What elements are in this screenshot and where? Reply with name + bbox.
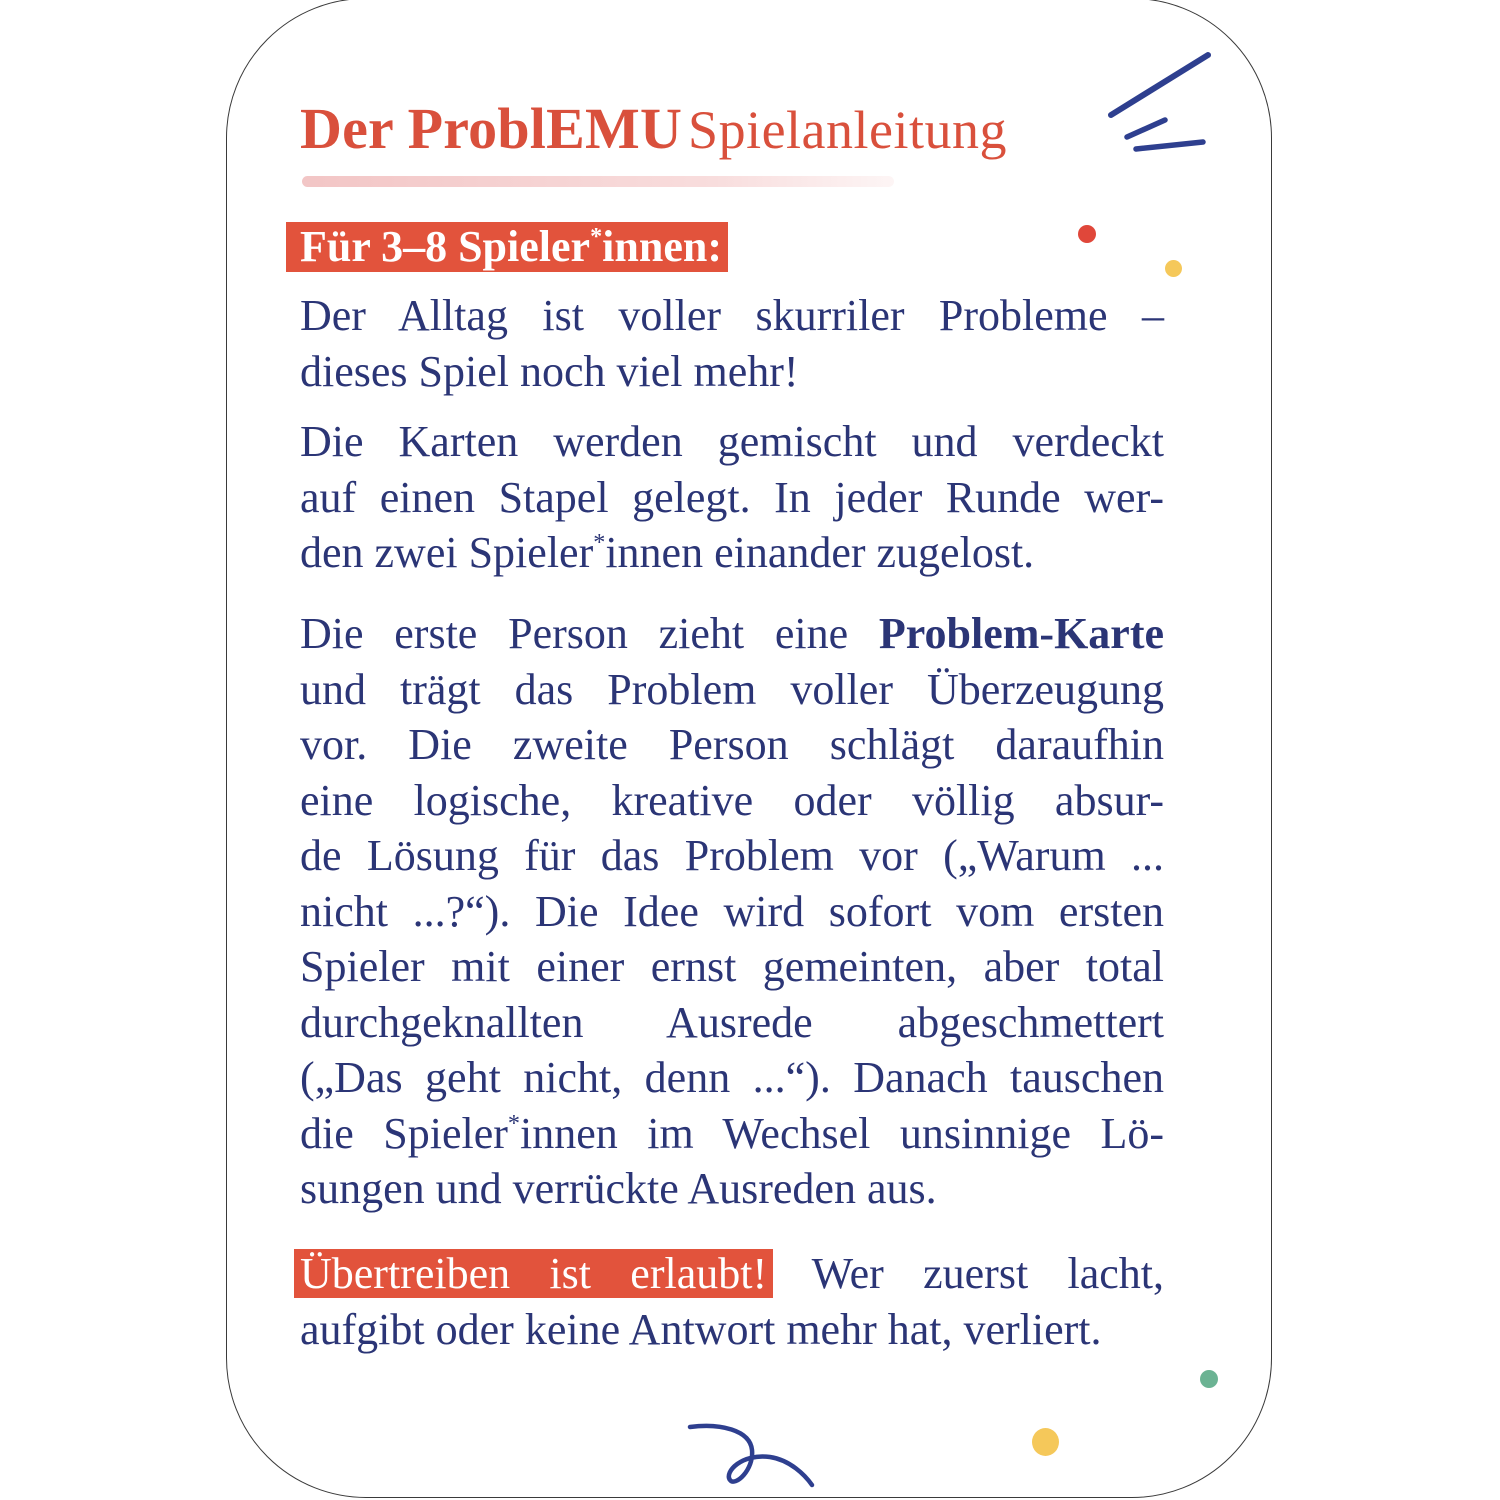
badge-asterisk: * bbox=[590, 223, 603, 251]
text-fragment: innen einander zugelost. bbox=[605, 528, 1035, 577]
text-line: durchgeknallten Ausrede abgeschmettert bbox=[300, 997, 1164, 1047]
text-fragment: innen im Wechsel unsinnige Lö- bbox=[520, 1108, 1165, 1158]
yellow-dot-bottom bbox=[1032, 1428, 1059, 1456]
text-line bbox=[300, 606, 1164, 662]
text-line: Die Karten werden gemischt und verdeckt bbox=[300, 417, 1164, 466]
title-subtitle: Spielanleitung bbox=[688, 100, 1007, 160]
rules-end-paragraph bbox=[300, 1246, 1164, 1357]
text-line: aufgibt oder keine Antwort mehr hat, verliert. bbox=[300, 1304, 1102, 1354]
text-fragment: Wer zuerst lacht, bbox=[773, 1249, 1164, 1298]
text-line: vor. Die zweite Person schlägt daraufhin bbox=[300, 720, 1164, 769]
title-game-name: Der ProblEMU bbox=[300, 96, 683, 161]
green-dot bbox=[1200, 1370, 1218, 1388]
gameplay-paragraph bbox=[300, 606, 1164, 1217]
text-line: auf einen Stapel gelegt. In jeder Runde wer- bbox=[300, 472, 1164, 522]
players-count-badge bbox=[286, 222, 728, 272]
text-fragment: Die erste Person zieht eine bbox=[300, 609, 879, 658]
text-line: de Lösung für das Problem vor („Warum ... bbox=[300, 831, 1164, 880]
card-title bbox=[300, 96, 1007, 161]
red-dot bbox=[1078, 225, 1096, 243]
text-line bbox=[300, 1246, 1164, 1302]
title-brush-underline bbox=[302, 176, 894, 187]
problem-card-term: Problem-Karte bbox=[878, 609, 1164, 658]
text-line bbox=[300, 525, 1164, 581]
text-line: („Das geht nicht, denn ...“). Danach tauschen bbox=[300, 1053, 1164, 1102]
text-line bbox=[300, 1106, 1164, 1162]
text-line: nicht ...?“). Die Idee wird sofort vom ersten bbox=[300, 886, 1164, 936]
yellow-dot bbox=[1165, 260, 1182, 277]
gender-asterisk: * bbox=[593, 529, 606, 557]
badge-text: Für 3–8 Spieler bbox=[300, 222, 591, 271]
text-line: Spieler mit einer ernst gemeinten, aber total bbox=[300, 942, 1164, 991]
setup-paragraph bbox=[300, 414, 1164, 581]
text-line: dieses Spiel noch viel mehr! bbox=[300, 346, 799, 396]
text-line: eine logische, kreative oder völlig absur- bbox=[300, 775, 1164, 825]
text-line: Der Alltag ist voller skurriler Probleme – bbox=[300, 291, 1164, 340]
text-fragment: den zwei Spieler bbox=[300, 528, 594, 577]
exaggeration-highlight: Übertreiben ist erlaubt! bbox=[294, 1249, 773, 1298]
text-line: sungen und verrückte Ausreden aus. bbox=[300, 1164, 937, 1213]
text-line: und trägt das Problem voller Überzeugung bbox=[300, 664, 1164, 714]
intro-paragraph bbox=[300, 288, 1164, 399]
gender-asterisk: * bbox=[507, 1109, 520, 1137]
text-fragment: die Spieler bbox=[300, 1108, 508, 1158]
badge-text-suffix: innen: bbox=[602, 222, 722, 271]
